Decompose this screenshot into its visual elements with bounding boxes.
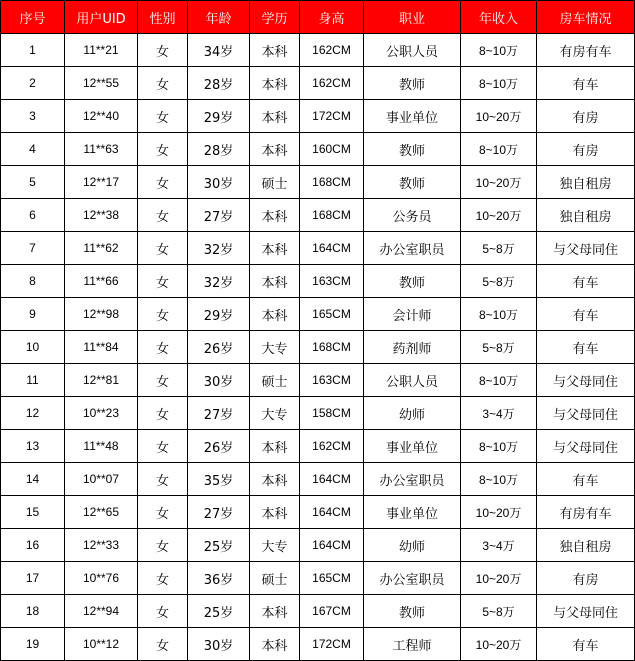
cell-gender: 女 bbox=[138, 529, 188, 562]
cell-age: 26岁 bbox=[188, 430, 250, 463]
cell-education: 本科 bbox=[250, 628, 300, 661]
cell-uid: 12**38 bbox=[65, 199, 138, 232]
header-row bbox=[1, 1, 635, 34]
cell-age: 27岁 bbox=[188, 199, 250, 232]
cell-index: 19 bbox=[1, 628, 65, 661]
cell-occupation: 教师 bbox=[364, 265, 461, 298]
cell-education: 硕士 bbox=[250, 364, 300, 397]
cell-occupation: 公职人员 bbox=[364, 364, 461, 397]
cell-uid: 11**62 bbox=[65, 232, 138, 265]
table-row bbox=[1, 265, 635, 298]
cell-gender: 女 bbox=[138, 166, 188, 199]
cell-gender: 女 bbox=[138, 133, 188, 166]
table-row bbox=[1, 100, 635, 133]
cell-housing-car: 与父母同住 bbox=[537, 397, 635, 430]
cell-income: 10~20万 bbox=[461, 562, 537, 595]
cell-education: 本科 bbox=[250, 199, 300, 232]
table-row bbox=[1, 166, 635, 199]
cell-income: 10~20万 bbox=[461, 628, 537, 661]
cell-income: 10~20万 bbox=[461, 100, 537, 133]
cell-age: 32岁 bbox=[188, 265, 250, 298]
cell-age: 34岁 bbox=[188, 34, 250, 67]
cell-uid: 11**63 bbox=[65, 133, 138, 166]
table-row bbox=[1, 529, 635, 562]
cell-income: 3~4万 bbox=[461, 529, 537, 562]
cell-gender: 女 bbox=[138, 232, 188, 265]
cell-age: 30岁 bbox=[188, 628, 250, 661]
cell-gender: 女 bbox=[138, 34, 188, 67]
cell-height: 158CM bbox=[300, 397, 364, 430]
table-row bbox=[1, 628, 635, 661]
cell-index: 15 bbox=[1, 496, 65, 529]
cell-gender: 女 bbox=[138, 331, 188, 364]
cell-education: 本科 bbox=[250, 100, 300, 133]
cell-occupation: 事业单位 bbox=[364, 100, 461, 133]
cell-height: 162CM bbox=[300, 67, 364, 100]
cell-uid: 12**55 bbox=[65, 67, 138, 100]
cell-height: 165CM bbox=[300, 562, 364, 595]
cell-income: 8~10万 bbox=[461, 364, 537, 397]
cell-age: 30岁 bbox=[188, 364, 250, 397]
cell-age: 27岁 bbox=[188, 397, 250, 430]
cell-age: 27岁 bbox=[188, 496, 250, 529]
cell-gender: 女 bbox=[138, 265, 188, 298]
cell-occupation: 教师 bbox=[364, 133, 461, 166]
cell-index: 2 bbox=[1, 67, 65, 100]
cell-housing-car: 有车 bbox=[537, 463, 635, 496]
cell-occupation: 事业单位 bbox=[364, 496, 461, 529]
cell-height: 164CM bbox=[300, 496, 364, 529]
cell-age: 25岁 bbox=[188, 529, 250, 562]
cell-height: 164CM bbox=[300, 232, 364, 265]
cell-uid: 10**76 bbox=[65, 562, 138, 595]
cell-uid: 12**94 bbox=[65, 595, 138, 628]
cell-occupation: 幼师 bbox=[364, 529, 461, 562]
cell-housing-car: 有车 bbox=[537, 628, 635, 661]
cell-index: 8 bbox=[1, 265, 65, 298]
cell-housing-car: 与父母同住 bbox=[537, 364, 635, 397]
header-uid: 用户UID bbox=[65, 1, 138, 34]
cell-occupation: 办公室职员 bbox=[364, 232, 461, 265]
cell-height: 168CM bbox=[300, 199, 364, 232]
table-body bbox=[1, 34, 635, 661]
cell-height: 164CM bbox=[300, 529, 364, 562]
cell-height: 164CM bbox=[300, 463, 364, 496]
cell-height: 163CM bbox=[300, 364, 364, 397]
cell-education: 本科 bbox=[250, 595, 300, 628]
cell-education: 大专 bbox=[250, 397, 300, 430]
cell-housing-car: 有房有车 bbox=[537, 34, 635, 67]
cell-income: 10~20万 bbox=[461, 496, 537, 529]
cell-uid: 12**33 bbox=[65, 529, 138, 562]
cell-housing-car: 有房 bbox=[537, 100, 635, 133]
cell-age: 29岁 bbox=[188, 100, 250, 133]
cell-index: 10 bbox=[1, 331, 65, 364]
cell-education: 硕士 bbox=[250, 166, 300, 199]
cell-income: 5~8万 bbox=[461, 595, 537, 628]
cell-uid: 11**66 bbox=[65, 265, 138, 298]
cell-education: 本科 bbox=[250, 298, 300, 331]
header-income: 年收入 bbox=[461, 1, 537, 34]
cell-index: 3 bbox=[1, 100, 65, 133]
table-row bbox=[1, 430, 635, 463]
header-age: 年龄 bbox=[188, 1, 250, 34]
cell-income: 8~10万 bbox=[461, 34, 537, 67]
header-gender: 性别 bbox=[138, 1, 188, 34]
cell-uid: 11**21 bbox=[65, 34, 138, 67]
table-row bbox=[1, 562, 635, 595]
cell-uid: 12**98 bbox=[65, 298, 138, 331]
cell-income: 8~10万 bbox=[461, 463, 537, 496]
cell-housing-car: 独自租房 bbox=[537, 199, 635, 232]
cell-housing-car: 与父母同住 bbox=[537, 595, 635, 628]
cell-income: 10~20万 bbox=[461, 199, 537, 232]
cell-index: 9 bbox=[1, 298, 65, 331]
cell-gender: 女 bbox=[138, 628, 188, 661]
cell-index: 4 bbox=[1, 133, 65, 166]
cell-housing-car: 有车 bbox=[537, 331, 635, 364]
cell-age: 35岁 bbox=[188, 463, 250, 496]
cell-income: 8~10万 bbox=[461, 430, 537, 463]
cell-housing-car: 独自租房 bbox=[537, 166, 635, 199]
cell-height: 168CM bbox=[300, 166, 364, 199]
cell-index: 16 bbox=[1, 529, 65, 562]
header-occupation: 职业 bbox=[364, 1, 461, 34]
cell-index: 11 bbox=[1, 364, 65, 397]
cell-occupation: 办公室职员 bbox=[364, 562, 461, 595]
table-row bbox=[1, 397, 635, 430]
cell-gender: 女 bbox=[138, 430, 188, 463]
cell-index: 18 bbox=[1, 595, 65, 628]
cell-index: 1 bbox=[1, 34, 65, 67]
cell-housing-car: 有房有车 bbox=[537, 496, 635, 529]
header-education: 学历 bbox=[250, 1, 300, 34]
cell-age: 25岁 bbox=[188, 595, 250, 628]
table-row bbox=[1, 34, 635, 67]
cell-income: 8~10万 bbox=[461, 133, 537, 166]
cell-uid: 12**17 bbox=[65, 166, 138, 199]
cell-housing-car: 独自租房 bbox=[537, 529, 635, 562]
cell-occupation: 办公室职员 bbox=[364, 463, 461, 496]
cell-housing-car: 与父母同住 bbox=[537, 232, 635, 265]
cell-gender: 女 bbox=[138, 463, 188, 496]
cell-education: 本科 bbox=[250, 133, 300, 166]
cell-gender: 女 bbox=[138, 496, 188, 529]
cell-housing-car: 有车 bbox=[537, 265, 635, 298]
cell-occupation: 会计师 bbox=[364, 298, 461, 331]
cell-uid: 12**65 bbox=[65, 496, 138, 529]
cell-gender: 女 bbox=[138, 67, 188, 100]
cell-uid: 10**12 bbox=[65, 628, 138, 661]
cell-height: 172CM bbox=[300, 100, 364, 133]
cell-income: 5~8万 bbox=[461, 331, 537, 364]
table-row bbox=[1, 364, 635, 397]
cell-education: 本科 bbox=[250, 463, 300, 496]
header-height: 身高 bbox=[300, 1, 364, 34]
cell-occupation: 公职人员 bbox=[364, 34, 461, 67]
cell-height: 162CM bbox=[300, 34, 364, 67]
cell-income: 3~4万 bbox=[461, 397, 537, 430]
cell-gender: 女 bbox=[138, 562, 188, 595]
cell-index: 17 bbox=[1, 562, 65, 595]
cell-housing-car: 与父母同住 bbox=[537, 430, 635, 463]
cell-height: 172CM bbox=[300, 628, 364, 661]
cell-uid: 10**07 bbox=[65, 463, 138, 496]
cell-education: 本科 bbox=[250, 67, 300, 100]
cell-occupation: 教师 bbox=[364, 595, 461, 628]
cell-gender: 女 bbox=[138, 595, 188, 628]
cell-gender: 女 bbox=[138, 100, 188, 133]
cell-education: 本科 bbox=[250, 430, 300, 463]
header-index: 序号 bbox=[1, 1, 65, 34]
header-housing-car: 房车情况 bbox=[537, 1, 635, 34]
cell-age: 36岁 bbox=[188, 562, 250, 595]
cell-height: 165CM bbox=[300, 298, 364, 331]
cell-income: 10~20万 bbox=[461, 166, 537, 199]
cell-index: 6 bbox=[1, 199, 65, 232]
cell-age: 28岁 bbox=[188, 67, 250, 100]
cell-income: 5~8万 bbox=[461, 265, 537, 298]
cell-age: 32岁 bbox=[188, 232, 250, 265]
cell-occupation: 事业单位 bbox=[364, 430, 461, 463]
cell-age: 29岁 bbox=[188, 298, 250, 331]
cell-height: 162CM bbox=[300, 430, 364, 463]
cell-uid: 12**40 bbox=[65, 100, 138, 133]
cell-housing-car: 有房 bbox=[537, 133, 635, 166]
cell-education: 硕士 bbox=[250, 562, 300, 595]
cell-height: 163CM bbox=[300, 265, 364, 298]
cell-housing-car: 有车 bbox=[537, 67, 635, 100]
cell-education: 本科 bbox=[250, 34, 300, 67]
cell-age: 28岁 bbox=[188, 133, 250, 166]
cell-height: 168CM bbox=[300, 331, 364, 364]
cell-occupation: 幼师 bbox=[364, 397, 461, 430]
cell-occupation: 教师 bbox=[364, 67, 461, 100]
cell-uid: 11**84 bbox=[65, 331, 138, 364]
cell-index: 5 bbox=[1, 166, 65, 199]
cell-index: 7 bbox=[1, 232, 65, 265]
table-row bbox=[1, 496, 635, 529]
cell-height: 167CM bbox=[300, 595, 364, 628]
cell-housing-car: 有车 bbox=[537, 298, 635, 331]
cell-housing-car: 有房 bbox=[537, 562, 635, 595]
cell-index: 14 bbox=[1, 463, 65, 496]
cell-occupation: 药剂师 bbox=[364, 331, 461, 364]
cell-income: 8~10万 bbox=[461, 298, 537, 331]
cell-gender: 女 bbox=[138, 364, 188, 397]
cell-occupation: 教师 bbox=[364, 166, 461, 199]
cell-index: 12 bbox=[1, 397, 65, 430]
cell-uid: 10**23 bbox=[65, 397, 138, 430]
table-row bbox=[1, 67, 635, 100]
cell-education: 大专 bbox=[250, 331, 300, 364]
table-row bbox=[1, 331, 635, 364]
cell-education: 本科 bbox=[250, 232, 300, 265]
table-row bbox=[1, 232, 635, 265]
cell-gender: 女 bbox=[138, 298, 188, 331]
table-row bbox=[1, 298, 635, 331]
cell-occupation: 公务员 bbox=[364, 199, 461, 232]
table-row bbox=[1, 463, 635, 496]
cell-income: 5~8万 bbox=[461, 232, 537, 265]
cell-income: 8~10万 bbox=[461, 67, 537, 100]
cell-gender: 女 bbox=[138, 199, 188, 232]
cell-age: 26岁 bbox=[188, 331, 250, 364]
cell-gender: 女 bbox=[138, 397, 188, 430]
cell-uid: 11**48 bbox=[65, 430, 138, 463]
cell-age: 30岁 bbox=[188, 166, 250, 199]
cell-education: 本科 bbox=[250, 265, 300, 298]
cell-height: 160CM bbox=[300, 133, 364, 166]
cell-occupation: 工程师 bbox=[364, 628, 461, 661]
cell-education: 本科 bbox=[250, 496, 300, 529]
table-row bbox=[1, 133, 635, 166]
cell-education: 大专 bbox=[250, 529, 300, 562]
table-row bbox=[1, 199, 635, 232]
cell-index: 13 bbox=[1, 430, 65, 463]
table-row bbox=[1, 595, 635, 628]
cell-uid: 12**81 bbox=[65, 364, 138, 397]
